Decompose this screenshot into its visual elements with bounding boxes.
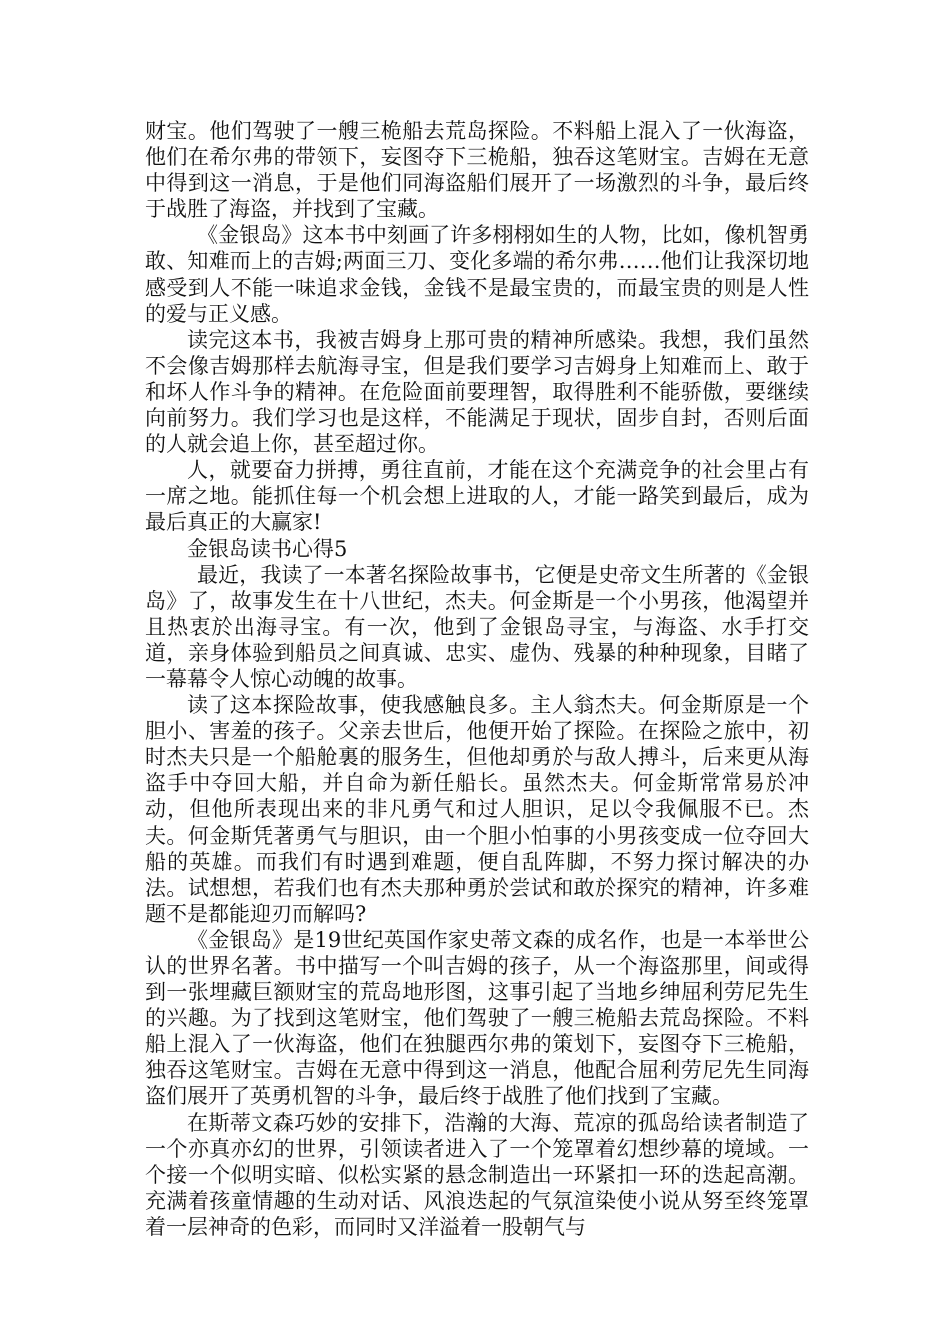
paragraph-7: 《金银岛》是19世纪英国作家史蒂文森的成名作，也是一本举世公认的世界名著。书中描写一个叫吉姆的孩子，从一个海盗那里，间或得到一张埋藏巨额财宝的荒岛地形图，这事引起了当地乡绅屈利劳尼先生的兴趣。为了找到这笔财宝，他们驾驶了一艘三桅船去荒岛探险。不料船上混入了一伙海盗，他们在独腿西尔弗的策划下，妄图夺下三桅船，独吞这笔财宝。吉姆在无意中得到这一消息，他配合屈利劳尼先生同海盗们展开了英勇机智的斗争，最后终于战胜了他们找到了宝藏。 (145, 927, 809, 1109)
paragraph-5: 最近，我读了一本著名探险故事书，它便是史帝文生所著的《金银岛》了，故事发生在十八世纪，杰夫。何金斯是一个小男孩，他渴望并且热衷於出海寻宝。有一次，他到了金银岛寻宝，与海盗、水手打交道，亲身体验到船员之间真诚、忠实、虚伪、残暴的种种现象，目睹了一幕幕令人惊心动魄的故事。 (145, 562, 809, 691)
paragraph-2: 《金银岛》这本书中刻画了许多栩栩如生的人物，比如，像机智勇敢、知难而上的吉姆;两面三刀、变化多端的希尔弗……他们让我深切地感受到人不能一味追求金钱，金钱不是最宝贵的，而最宝贵的则是人性的爱与正义感。 (145, 223, 809, 326)
paragraph-3: 读完这本书，我被吉姆身上那可贵的精神所感染。我想，我们虽然不会像吉姆那样去航海寻宝，但是我们要学习吉姆身上知难而上、敢于和坏人作斗争的精神。在危险面前要理智，取得胜利不能骄傲，要继续向前努力。我们学习也是这样，不能满足于现状，固步自封，否则后面的人就会追上你，甚至超过你。 (145, 327, 809, 457)
paragraph-6: 读了这本探险故事，使我感触良多。主人翁杰夫。何金斯原是一个胆小、害羞的孩子。父亲去世后，他便开始了探险。在探险之旅中，初时杰夫只是一个船舱裏的服务生，但他却勇於与敌人搏斗，后来更从海盗手中夺回大船，并自命为新任船长。虽然杰夫。何金斯常常易於冲动，但他所表现出来的非凡勇气和过人胆识，足以令我佩服不已。杰夫。何金斯凭著勇气与胆识，由一个胆小怕事的小男孩变成一位夺回大船的英雄。而我们有时遇到难题，便自乱阵脚，不努力探讨解决的办法。试想想，若我们也有杰夫那种勇於尝试和敢於探究的精神，许多难题不是都能迎刃而解吗? (145, 693, 809, 926)
document-page (145, 118, 809, 1240)
section-heading: 金银岛读书心得5 (187, 536, 348, 561)
paragraph-4: 人，就要奋力拼搏，勇往直前，才能在这个充满竞争的社会里占有一席之地。能抓住每一个机会想上进取的人，才能一路笑到最后，成为最后真正的大赢家! (145, 458, 809, 535)
paragraph-1: 财宝。他们驾驶了一艘三桅船去荒岛探险。不料船上混入了一伙海盗，他们在希尔弗的带领下，妄图夺下三桅船，独吞这笔财宝。吉姆在无意中得到这一消息，于是他们同海盗船们展开了一场激烈的斗争，最后终于战胜了海盗，并找到了宝藏。 (145, 119, 809, 222)
paragraph-8: 在斯蒂文森巧妙的安排下，浩瀚的大海、荒凉的孤岛给读者制造了一个亦真亦幻的世界，引领读者进入了一个笼罩着幻想纱幕的境域。一个接一个似明实暗、似松实紧的悬念制造出一环紧扣一环的迭起高潮。充满着孩童情趣的生动对话、风浪迭起的气氛渲染使小说从努至终笼罩着一层神奇的色彩，而同时又洋溢着一股朝气与 (145, 1110, 809, 1239)
